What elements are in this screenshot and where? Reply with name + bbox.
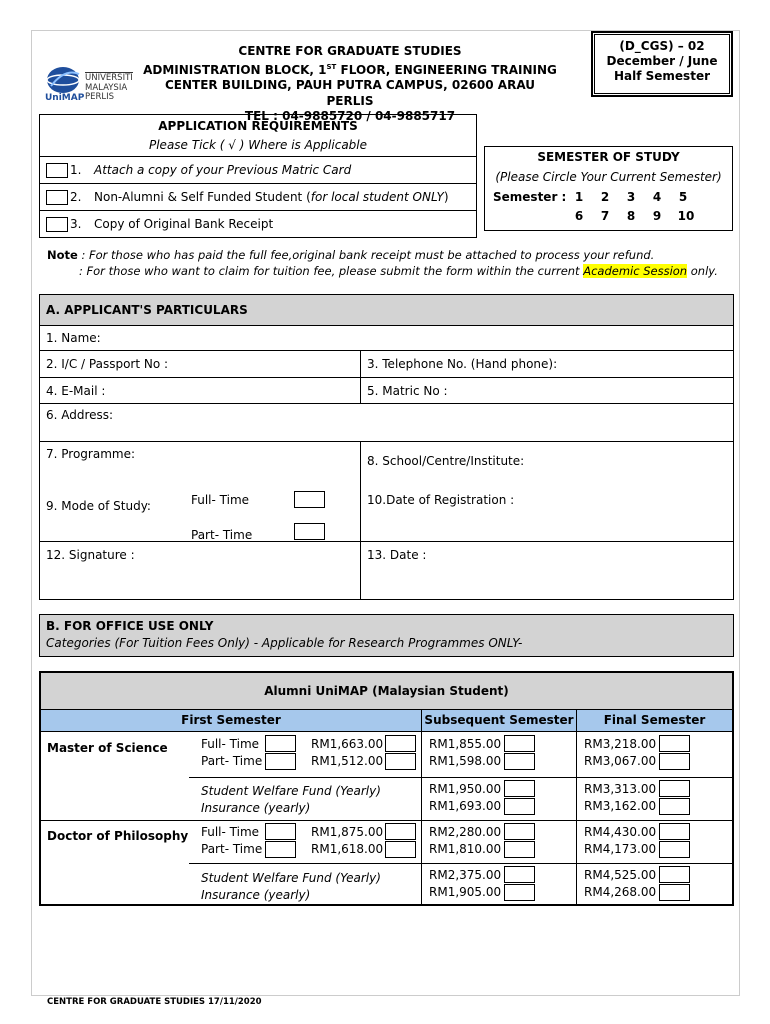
academic-session-highlight: Academic Session	[583, 264, 688, 278]
requirement-item-3: 3. Copy of Original Bank Receipt	[40, 211, 476, 238]
footer: CENTRE FOR GRADUATE STUDIES 17/11/2020	[47, 997, 262, 1007]
mode-of-study-label: 9. Mode of Study:	[46, 499, 151, 513]
logo-text-2: MALAYSIA	[85, 82, 128, 93]
section-b-subtitle: Categories (For Tuition Fees Only) - Applicable for Research Programmes ONLY-	[46, 636, 523, 650]
school-field[interactable]: 8. School/Centre/Institute:	[367, 454, 525, 468]
address-field[interactable]: 6. Address:	[46, 408, 114, 422]
semester-option[interactable]: 3	[626, 190, 636, 204]
semester-option[interactable]: 1	[574, 190, 584, 204]
fees-table-title: Alumni UniMAP (Malaysian Student)	[41, 673, 732, 710]
application-requirements	[39, 114, 477, 238]
matric-field[interactable]: 5. Matric No :	[367, 384, 448, 398]
fee-checkbox[interactable]	[504, 753, 535, 770]
semester-option[interactable]: 7	[600, 209, 610, 223]
programme-field[interactable]: 7. Programme:	[46, 447, 136, 461]
semester-option[interactable]: 4	[652, 190, 662, 204]
semester-option[interactable]: 9	[652, 209, 662, 223]
name-field[interactable]: 1. Name:	[46, 331, 101, 345]
logo-globe-icon	[45, 64, 85, 96]
requirement-checkbox-3[interactable]	[46, 217, 68, 232]
section-applicant-particulars	[39, 294, 734, 600]
note-label: Note	[47, 248, 78, 262]
logo-text-3: PERLIS	[85, 92, 115, 102]
parttime-checkbox[interactable]	[294, 523, 325, 540]
col-subsequent-semester: Subsequent Semester	[424, 713, 574, 727]
header-line-2: ADMINISTRATION BLOCK, 1ST FLOOR, ENGINEERING TRAINING	[143, 62, 557, 77]
semester-option[interactable]: 6	[574, 209, 584, 223]
semester-option[interactable]: 8	[626, 209, 636, 223]
fee-checkbox[interactable]	[385, 823, 416, 840]
semester-of-study	[484, 146, 733, 231]
section-office-use	[39, 614, 734, 657]
fee-checkbox[interactable]	[385, 735, 416, 752]
note-line-2: : For those who want to claim for tuition fee, please submit the form within the current Academic Session only.	[79, 264, 718, 278]
requirement-item-1: 1. Attach a copy of your Previous Matric Card	[40, 157, 476, 184]
col-final-semester: Final Semester	[603, 713, 706, 727]
date-of-registration-field[interactable]: 10.Date of Registration :	[367, 493, 515, 507]
msc-label: Master of Science	[47, 741, 168, 755]
fee-checkbox[interactable]	[659, 735, 690, 752]
requirement-item-2: 2. Non-Alumni & Self Funded Student (for local student ONLY)	[40, 184, 476, 211]
header-line-3: CENTER BUILDING, PAUH PUTRA CAMPUS, 02600 ARAU PERLIS	[165, 78, 535, 108]
fee-checkbox[interactable]	[659, 884, 690, 901]
msc-parttime-checkbox[interactable]	[265, 753, 296, 770]
fee-checkbox[interactable]	[504, 884, 535, 901]
parttime-label: Part- Time	[191, 528, 253, 542]
fee-checkbox[interactable]	[504, 841, 535, 858]
telephone-field[interactable]: 3. Telephone No. (Hand phone):	[367, 357, 558, 371]
requirement-text-2: Non-Alumni & Self Funded Student (for local student ONLY)	[94, 190, 449, 204]
semester-label: Semester :	[493, 190, 567, 204]
form-type: Half Semester	[613, 69, 710, 83]
fee-checkbox[interactable]	[659, 780, 690, 797]
fee-checkbox[interactable]	[659, 841, 690, 858]
semester-subtitle: (Please Circle Your Current Semester)	[495, 170, 722, 184]
page-header	[140, 44, 560, 125]
fee-checkbox[interactable]	[659, 753, 690, 770]
section-b-title: B. FOR OFFICE USE ONLY	[46, 619, 214, 633]
fulltime-checkbox[interactable]	[294, 491, 325, 508]
phd-fulltime-checkbox[interactable]	[265, 823, 296, 840]
fees-table: Alumni UniMAP (Malaysian Student) First Semester Subsequent Semester Final Semester Master of Science Full- Time Part- Time RM1,663.00 RM1,512.00 RM1,855.00 RM1,598.00 RM3,218.00 RM3,067.00 Student Welfare Fund (Yearly) Insurance (yearly) RM1,950.00 RM1,693.00 RM3,313.00 RM3,162.00 Doctor of Philosophy Full- Time Part- Time RM1,875.00 RM1,618.00 RM2,280.00 RM1,810.00 RM4,430.00 RM4,173.00 Student Welfare Fund (Yearly) Insurance (yearly) RM2,375.00 RM1,905.00 RM4,525.00 RM4,268.00	[39, 671, 734, 906]
fee-checkbox[interactable]	[504, 866, 535, 883]
semester-title: SEMESTER OF STUDY	[537, 150, 680, 164]
form-code-box	[591, 31, 733, 97]
requirement-text-1: Attach a copy of your Previous Matric Card	[94, 163, 352, 177]
unimap-logo	[45, 60, 140, 105]
fee-checkbox[interactable]	[504, 798, 535, 815]
col-first-semester: First Semester	[181, 713, 281, 727]
fee-checkbox[interactable]	[504, 735, 535, 752]
header-line-4: TEL : 04-9885720 / 04-9885717	[244, 109, 456, 123]
requirement-text-3: Copy of Original Bank Receipt	[94, 217, 274, 231]
phd-parttime-checkbox[interactable]	[265, 841, 296, 858]
requirements-title: APPLICATION REQUIREMENTS	[158, 119, 358, 133]
note-line-1: : For those who has paid the full fee,original bank receipt must be attached to process your refund.	[77, 248, 655, 262]
fee-checkbox[interactable]	[504, 780, 535, 797]
fee-checkbox[interactable]	[385, 841, 416, 858]
fee-checkbox[interactable]	[659, 823, 690, 840]
semester-option[interactable]: 5	[678, 190, 688, 204]
semester-option[interactable]: 2	[600, 190, 610, 204]
form-period: December / June	[606, 54, 718, 68]
msc-fulltime-checkbox[interactable]	[265, 735, 296, 752]
ic-passport-field[interactable]: 2. I/C / Passport No :	[46, 357, 169, 371]
fee-checkbox[interactable]	[659, 866, 690, 883]
fee-checkbox[interactable]	[659, 798, 690, 815]
requirement-checkbox-2[interactable]	[46, 190, 68, 205]
email-field[interactable]: 4. E-Mail :	[46, 384, 106, 398]
logo-text-1: UNIVERSITI	[85, 73, 133, 83]
form-code: (D_CGS) – 02	[619, 39, 705, 53]
phd-label: Doctor of Philosophy	[47, 829, 189, 843]
signature-field[interactable]: 12. Signature :	[46, 548, 135, 562]
section-a-title: A. APPLICANT'S PARTICULARS	[40, 295, 733, 326]
requirements-subtitle: Please Tick ( √ ) Where is Applicable	[148, 138, 367, 152]
note	[47, 247, 737, 279]
logo-mark: UniMAP	[45, 93, 85, 103]
date-field[interactable]: 13. Date :	[367, 548, 427, 562]
fee-checkbox[interactable]	[504, 823, 535, 840]
header-line-1: CENTRE FOR GRADUATE STUDIES	[238, 44, 462, 58]
requirement-checkbox-1[interactable]	[46, 163, 68, 178]
semester-option[interactable]: 10	[677, 209, 695, 223]
fulltime-label: Full- Time	[191, 493, 250, 507]
fee-checkbox[interactable]	[385, 753, 416, 770]
